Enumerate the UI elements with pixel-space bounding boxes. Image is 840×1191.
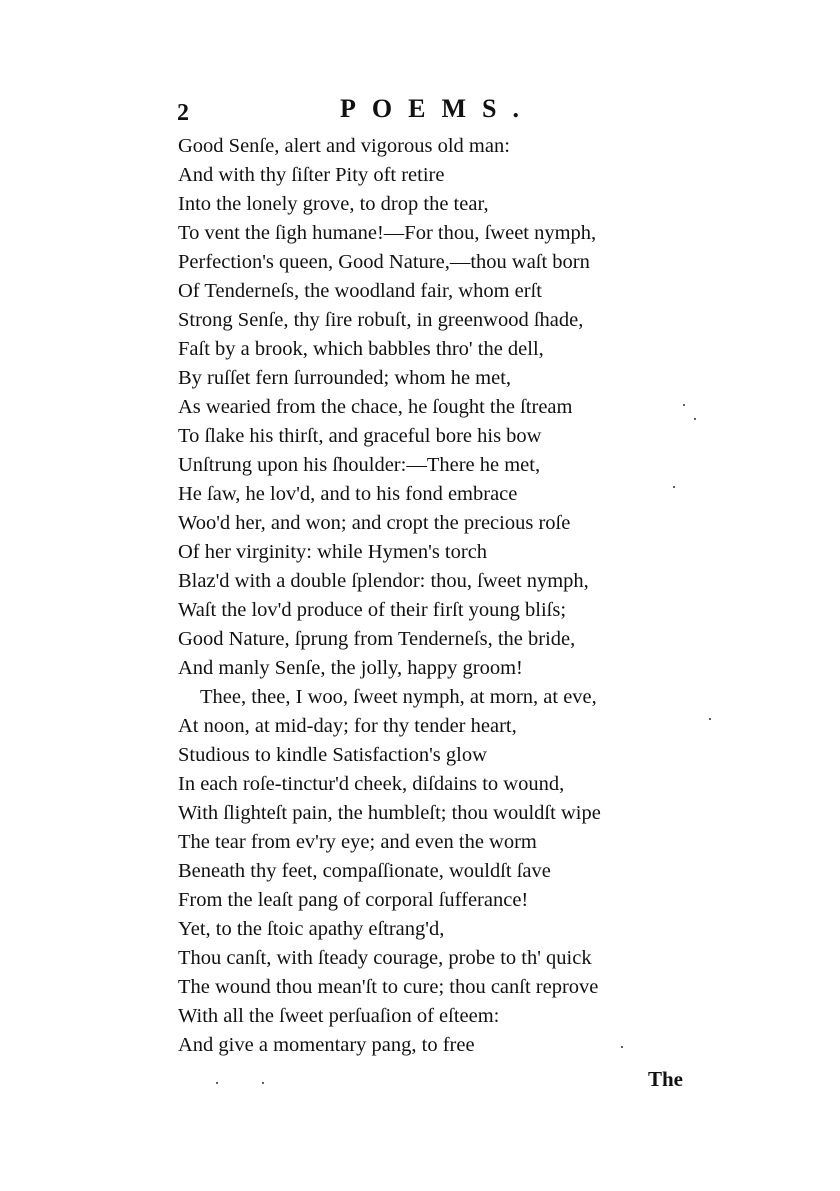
- poem-line: At noon, at mid-day; for thy tender heart,: [178, 715, 517, 737]
- poem-line: And with thy ſiſter Pity oft retire: [178, 164, 445, 186]
- poem-line: Blaz'd with a double ſplendor: thou, ſweet nymph,: [178, 570, 589, 592]
- poem-line: By ruſſet fern ſurrounded; whom he met,: [178, 367, 512, 389]
- ink-speck: [621, 1046, 623, 1048]
- poem-line: Studious to kindle Satisfaction's glow: [178, 744, 487, 766]
- poem-line: With ſlighteſt pain, the humbleſt; thou wouldſt wipe: [178, 802, 601, 824]
- ink-speck: [694, 418, 696, 420]
- ink-speck: [709, 718, 711, 720]
- poem-text: [178, 132, 738, 1060]
- poem-line: Perfection's queen, Good Nature,—thou waſt born: [178, 251, 590, 273]
- poem-line: And manly Senſe, the jolly, happy groom!: [178, 657, 523, 679]
- poem-line: In each roſe-tinctur'd cheek, diſdains to wound,: [178, 773, 565, 795]
- ink-speck: [683, 404, 685, 406]
- poem-line: He ſaw, he lov'd, and to his fond embrace: [178, 483, 518, 505]
- poem-line: The tear from ev'ry eye; and even the worm: [178, 831, 537, 853]
- poem-line: To vent the ſigh humane!—For thou, ſweet nymph,: [178, 222, 597, 244]
- ink-speck: [673, 486, 675, 488]
- poem-line: Thou canſt, with ſteady courage, probe to th' quick: [178, 947, 592, 969]
- poem-line: Good Nature, ſprung from Tenderneſs, the bride,: [178, 628, 576, 650]
- poem-line: And give a momentary pang, to free: [178, 1034, 475, 1056]
- poem-line: Faſt by a brook, which babbles thro' the dell,: [178, 338, 544, 360]
- poem-line: Of her virginity: while Hymen's torch: [178, 541, 488, 563]
- poem-line: Thee, thee, I woo, ſweet nymph, at morn, at eve,: [200, 686, 597, 708]
- poem-line: With all the ſweet perſuaſion of eſteem:: [178, 1005, 500, 1027]
- poem-line: Beneath thy feet, compaſſionate, wouldſt ſave: [178, 860, 551, 882]
- poem-line: Woo'd her, and won; and cropt the precious roſe: [178, 512, 571, 534]
- poem-line: As wearied from the chace, he ſought the ſtream: [178, 396, 573, 418]
- poem-line: Good Senſe, alert and vigorous old man:: [178, 135, 510, 157]
- poem-line: The wound thou mean'ſt to cure; thou canſt reprove: [178, 976, 599, 998]
- poem-line: Of Tenderneſs, the woodland fair, whom erſt: [178, 280, 542, 302]
- poem-line: Strong Senſe, thy ſire robuſt, in greenwood ſhade,: [178, 309, 584, 331]
- ink-speck: [216, 1082, 218, 1084]
- poem-line: Yet, to the ſtoic apathy eſtrang'd,: [178, 918, 445, 940]
- poem-line: Unſtrung upon his ſhoulder:—There he met,: [178, 454, 541, 476]
- poem-line: Waſt the lov'd produce of their firſt young bliſs;: [178, 599, 567, 621]
- page-number: 2: [177, 100, 189, 126]
- poem-line: Into the lonely grove, to drop the tear,: [178, 193, 489, 215]
- poem-line: To ſlake his thirſt, and graceful bore his bow: [178, 425, 542, 447]
- catchword: The: [648, 1067, 684, 1091]
- ink-speck: [262, 1082, 264, 1084]
- running-head: POEMS.: [340, 94, 535, 123]
- poem-line: From the leaſt pang of corporal ſufferance!: [178, 889, 529, 911]
